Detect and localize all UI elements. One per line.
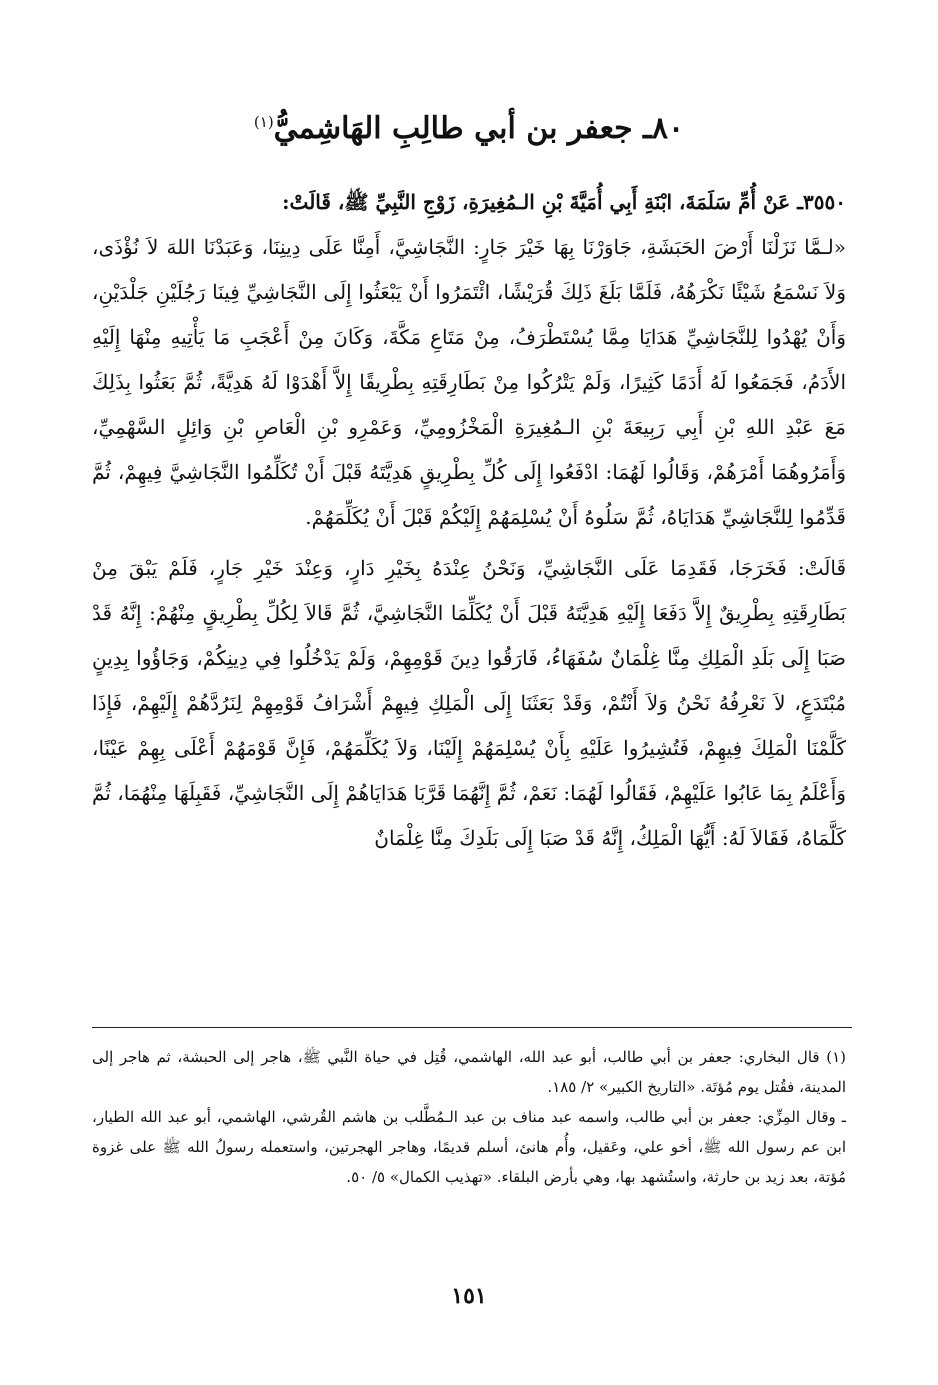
footnote-marker: (١) [253, 113, 274, 131]
footnote-divider [92, 1027, 852, 1028]
footnote-1: (١) قال البخاري: جعفر بن أبي طالب، أبو عبد الله، الهاشمي، قُتِل في حياة النَّبي ﷺ، هاجر إلى الحبشة، ثم هاجر إلى المدينة، فقُتل يوم مُؤتَة. «التاريخ الكبير» ٢/ ١٨٥. [92, 1048, 846, 1096]
hadith-paragraph-2: قَالَتْ: فَخَرَجَا، فَقَدِمَا عَلَى النَّجَاشِيِّ، وَنَحْنُ عِنْدَهُ بِخَيْرِ دَارٍ، وَعِنْدَ خَيْرِ جَارٍ، فَلَمْ يَبْقَ مِنْ بَطَارِقَتِهِ بِطْرِيقٌ إِلاَّ دَفَعَا إِلَيْهِ هَدِيَّتَهُ قَبْلَ أَنْ يُكَلِّمَا النَّجَاشِيَّ، ثُمَّ قَالاَ لِكُلِّ بِطْرِيقٍ مِنْهُمْ: إِنَّهُ قَدْ صَبَا إِلَى بَلَدِ الْمَلِكِ مِنَّا غِلْمَانٌ سُفَهَاءُ، فَارَقُوا دِينَ قَوْمِهِمْ، وَلَمْ يَدْخُلُوا فِي دِينِكُمْ، وَجَاؤُوا بِدِينٍ مُبْتَدَعٍ، لاَ نَعْرِفُهُ نَحْنُ وَلاَ أَنْتُمْ، وَقَدْ بَعَثَنَا إِلَى الْمَلِكِ فِيهِمْ أَشْرَافُ قَوْمِهِمْ لِنَرُدَّهُمْ إِلَيْهِمْ، فَإِذَا كَلَّمْنَا الْمَلِكَ فِيهِمْ، فَتُشِيرُوا عَلَيْهِ بِأَنْ يُسْلِمَهُمْ إِلَيْنَا، وَلاَ يُكَلِّمَهُمْ، فَإِنَّ قَوْمَهُمْ أَعْلَى بِهِمْ عَيْنًا، وَأَعْلَمُ بِمَا عَابُوا عَلَيْهِمْ، فَقَالُوا لَهُمَا: نَعَمْ، ثُمَّ إِنَّهُمَا قَرَّبَا هَدَايَاهُمْ إِلَى النَّجَاشِيِّ، فَقَبِلَهَا مِنْهُمَا، ثُمَّ كَلَّمَاهُ، فَقَالاَ لَهُ: أَيُّهَا الْمَلِكُ، إِنَّهُ قَدْ صَبَا إِلَى بَلَدِكَ مِنَّا غِلْمَانٌ [92, 556, 846, 850]
hadith-text [92, 180, 846, 861]
footnotes [92, 1042, 846, 1192]
chapter-heading [90, 100, 848, 151]
page-number: ١٥١ [451, 1283, 487, 1309]
footnote-2: ـ وقال المِزِّي: جعفر بن أبي طالب، واسمه عبد مناف بن عبد الـمُطَّلب بن هاشم القُرشي، الهاشمي، أبو عبد الله الطيار، ابن عم رسول الله ﷺ، أخو علي، وعَقيل، وأُم هانئ، أسلم قديمًا، وهاجر الهجرتين، واستعمله رسولُ الله ﷺ على غزوة مُؤتة، بعد زيد بن حارثة، واستُشهد بها، وهي بأرض البلقاء. «تهذيب الكمال» ٥/ ٥٠. [92, 1108, 846, 1186]
hadith-paragraph-1: «لـمَّا نَزَلْنَا أَرْضَ الحَبَشَةِ، جَاوَرْنَا بِهَا خَيْرَ جَارٍ: النَّجَاشِيَّ، أَمِنَّا عَلَى دِينِنَا، وَعَبَدْنَا اللهَ لاَ نُؤْذَى، وَلاَ نَسْمَعُ شَيْئًا نَكْرَهُهُ، فَلَمَّا بَلَغَ ذَلِكَ قُرَيْشًا، ائْتَمَرُوا أَنْ يَبْعَثُوا إِلَى النَّجَاشِيِّ فِينَا رَجُلَيْنِ جَلْدَيْنِ، وَأَنْ يُهْدُوا لِلنَّجَاشِيِّ هَدَايَا مِمَّا يُسْتَطْرَفُ، مِنْ مَتَاعِ مَكَّةَ، وَكَانَ مِنْ أَعْجَبِ مَا يَأْتِيهِ مِنْهَا إِلَيْهِ الأَدَمُ، فَجَمَعُوا لَهُ أَدَمًا كَثِيرًا، وَلَمْ يَتْرُكُوا مِنْ بَطَارِقَتِهِ بِطْرِيقًا إِلاَّ أَهْدَوْا لَهُ هَدِيَّةً، ثُمَّ بَعَثُوا بِذَلِكَ مَعَ عَبْدِ اللهِ بْنِ أَبِي رَبِيعَةَ بْنِ الـمُغِيرَةِ الْمَخْزُومِيِّ، وَعَمْرِو بْنِ الْعَاصِ بْنِ وَائِلٍ السَّهْمِيِّ، وَأَمَرُوهُمَا أَمْرَهُمْ، وَقَالُوا لَهُمَا: ادْفَعُوا إِلَى كُلِّ بِطْرِيقٍ هَدِيَّتَهُ قَبْلَ أَنْ تُكَلِّمُوا النَّجَاشِيَّ فِيهِمْ، ثُمَّ قَدِّمُوا لِلنَّجَاشِيِّ هَدَايَاهُ، ثُمَّ سَلُوهُ أَنْ يُسْلِمَهُمْ إِلَيْكُمْ قَبْلَ أَنْ يُكَلِّمَهُمْ. [92, 235, 846, 529]
hadith-lead: ٣٥٥٠ـ عَنْ أُمِّ سَلَمَةَ، ابْنَةِ أَبِي أُمَيَّةَ بْنِ الـمُغِيرَةِ، زَوْجِ النَّبِيِّ ﷺ، قَالَتْ: [282, 190, 846, 214]
chapter-heading-text: ٨٠ـ جعفر بن أبي طالِبِ الهَاشِميُّ [273, 111, 685, 146]
